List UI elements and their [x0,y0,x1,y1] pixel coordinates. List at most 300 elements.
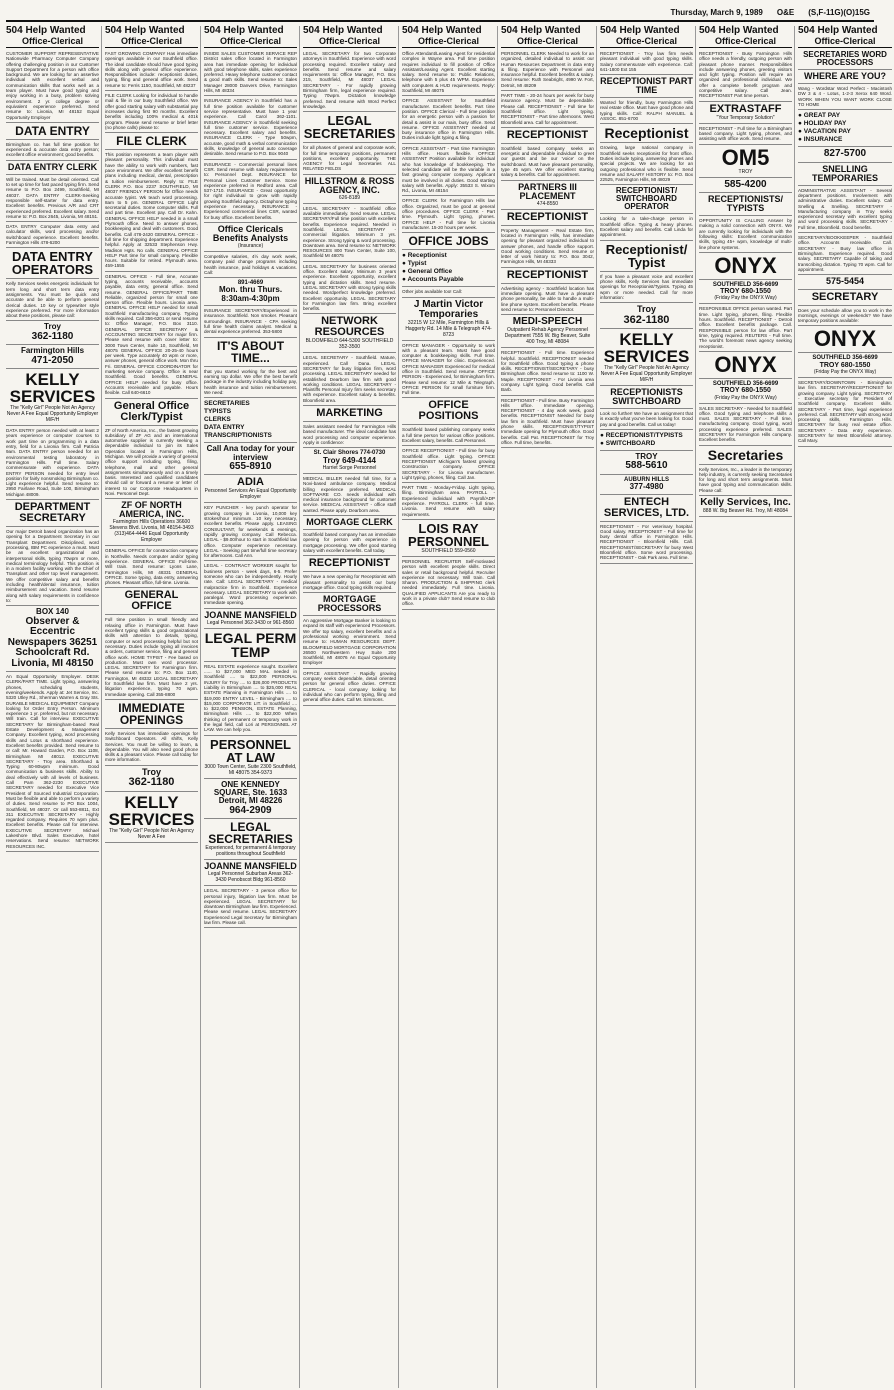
heading-category: 504 Help Wanted [699,25,779,36]
classified-column [699,26,795,1388]
classified-ad [501,269,594,284]
classified-ad [699,217,792,253]
classified-ad [798,85,892,110]
classified-ad [501,182,594,210]
classified-ad [6,50,99,123]
ad-location: St. Clair Shores 774-0730 [313,450,386,457]
ad-subtitle: (Insurance) [237,242,264,249]
heading-subcategory: Office-Clerical [417,36,480,46]
classified-ad [699,103,792,124]
ad-list-item: SECRETARIES [204,400,250,408]
classified-ad [699,380,792,404]
ad-title: Receptionist [604,125,689,142]
ad-title: FILE CLERK [116,134,187,149]
classified-columns [6,25,892,1388]
ad-list-item: ● GREAT PAY [798,112,841,120]
classified-ad [402,197,495,233]
classified-column [6,26,102,1388]
ad-title: General Office Clerk/Typist [113,399,190,423]
classified-ad [204,476,297,503]
ad-body: Property Management - Real Estate firm, located in Farmington Hills, has immediate opening for pleasant organized individual to answer phones, and handle office support. Good working conditions. Send resume or letter of work history to: P.O. Box 3042, Farmington Hills, MI 48333 [501,227,594,265]
classified-ad [600,76,693,98]
classified-ad [6,223,99,248]
ad-title: NETWORK RESOURCES [314,315,385,339]
ad-list-item: ● Receptionist [402,252,447,260]
ad-title: LEGAL PERM TEMP [204,629,297,660]
ad-title: PERSONNEL AT LAW [210,736,291,765]
ad-body: PART TIME - 20-24 hours per week for busy insurance agency. Must be dependable. Please call. RECEPTIONIST - Full time for Southfield office. Light typing. RECEPTIONIST - Part time afternoons. West Bloomfield area. Call for appointment. [501,93,594,125]
ad-body: LEGAL SECRETARY for two Corporate attorneys in Southfield. Experience with word processing required. Excellent salary and benefits. Send resume and salary requirements to: Office Manager, P.O. Box 215, Southfield, MI 48037 LEGAL SECRETARY - For rapidly growing Birmingham firm, legal experience required. Typing 70wpm. Dictation knowledge preferred. Send resume with Word Perfect knowledge. [303,51,396,109]
ad-title: RECEPTIONISTS SWITCHBOARD [610,387,683,407]
page-header [6,4,874,22]
ad-title: Secretaries [707,446,784,463]
classified-ad [303,557,396,572]
classified-column [600,26,696,1388]
ad-subtitle: 474-8550 [536,200,559,207]
ad-body: Looking for a take-charge person in Southfield office. Typing & heavy phones. Excellent salary and benefits. Call Linda for appointment. [600,216,693,238]
ad-phone: Mon. thru Thurs. 8:30am-4:30pm [218,285,283,303]
classified-ad [204,780,297,820]
ad-location: Farmington Hills [20,346,85,356]
classified-ad [105,134,198,150]
ad-body: This position represents a team player with pleasant personality. This individual must have the ability to work with numbers, fast pace environment. We offer excellent benefit plans including medical, dental, prescription & tuition reimbursement. Reply to: FILE CLERK P.O. Box 2237 SOUTHFIELD, MI 48037 FRIENDLY PERSON for Office needs accurate typist. Wk teach word processing. 8am to 5 pm. GENERAL OFFICE Light secretarial duties. Some computer skills. Full and part time. Excellent pay. Call Dr. Kahn. GENERAL OFFICE HELP needed in a small Plymouth office. Need to answer phones, bookkeeping and deal with customers. Good benefits. Call 478-2420 GENERAL OFFICE - full time for shipping department. Experience helpful. Apply at 32533 Stephenson Hwy. Madison Hgts. No calls. GENERAL OFFICE HELP Part time for small company. Flexible hours. Suitable for retired. Plymouth area. 459-1555 [105,152,198,269]
classified-ad [402,299,495,341]
ad-body: Wanted for friendly, busy Farmington Hills real estate office. Must have good phone and typing skills. Call: RALPH MANUEL & ASSOC. 851-6700 [600,100,693,122]
ad-body: Our major Detroit based organization has an opening for a Department Secretary in our Transplant Department. Disciplined, word processing, IBM PC experience a must. Must be an excellent organizational and interpersonal skills, typing 70wpm or more, medical terminology helpful. This position is in a modern facility working with the Chief of Transplant and other top level management. We offer competitive salary and benefits including health/dental insurance, tuition reimbursement and vacation. Send resume along with salary requirements in confidence to: [6,529,99,603]
classified-ad [798,276,892,289]
ad-subtitle: The "Kelly Girl" People Not An Agency Never A Fee [109,827,194,840]
classified-ad [798,327,892,353]
classified-ad [402,288,495,297]
ad-body: GENERAL OFFICE for construction company in Northville. Needs computer and/or typing experience. GENERAL OFFICE Full-time. Will train. Send resume: Lyons Lane, Farmington Hills, MI 48331 GENERAL OFFICE. Some typing, data entry, answering phones. Pleasant office, full-time. Livonia. [105,548,198,586]
ad-phone: TROY 680-1550 [720,288,771,296]
classified-ad [105,500,198,546]
classified-ad [600,186,693,214]
ad-list-item: TRANSCRIPTIONISTS [204,432,272,440]
ad-subtitle: (Friday Pay the ONYX Way) [714,394,777,401]
ad-body: OFFICE ASSISTANT for Southfield manufacturer. Excellent benefits. Part time position. OFFICE Clerical - Full time position for an energetic person with a passion for detail & assist in our main, busy office. Send resume. OFFICE ASSISTANT needed at busy insurance office in Farmington Hills. Duties include light typing & filing. [402,98,495,141]
classified-ad [204,161,297,223]
page-code: (S,F-11G)(O)15G [808,7,870,17]
classified-ad [105,701,198,729]
classified-ad [6,176,99,222]
classified-ad [204,861,297,886]
classified-column [105,26,201,1388]
ad-title: RECEPTIONIST [506,268,589,281]
ad-phone: 377-4980 [629,482,664,492]
ad-subtitle: Outpatient Rehab Agency Personnel Department 7555 W. Big Beaver, Suite 400 Troy, MI 48084 [504,327,591,346]
heading-category: 504 Help Wanted [600,25,680,36]
classified-ad [600,144,693,185]
ad-body: Growing, large national company in Southfield seeks receptionist for front office. Duties include typing, answering phones and special projects. We are looking for an outgoing professional who is flexible. Send resume and SALARY HISTORY to: P.O. Box 22525, Farmington Hills, MI 48029 [600,145,693,183]
classified-ad [204,610,297,629]
ad-phone: 588-5610 [625,460,668,472]
ad-title: DATA ENTRY [15,123,90,138]
ad-title: LEGAL SECRETARIES [208,820,293,847]
heading-subcategory: Office-Clerical [318,36,381,46]
section-code: O&E [776,7,795,17]
classified-ad [699,405,792,446]
ad-title: OFFICE JOBS [408,234,489,249]
classified-ad [600,410,693,430]
classified-ad [303,594,396,616]
ad-phone: TROY 680-1550 [720,387,771,395]
classified-ad [105,50,198,91]
ad-body: OFFICE ASSISTANT - Part time Farmington Hills office. Hours flexible. OFFICE ASSISTANT Position available for individual who has knowledge of bookkeeping. The selected candidate will be the variable in a fast growing computer company. Applicant must be involved in all duties. Good starting salary with benefits. Apply: 35533 S. Wixom Rd., Livonia, MI 48154 [402,145,495,194]
column-heading [798,26,892,48]
ad-title: EXTRASTAFF [709,102,782,115]
ad-body: LEGAL SECRETARY - Southfield. Mature, experienced. Call Dana. LEGAL SECRETARY for busy litigation firm, word processing. LEGAL SECRETARY needed for established Dearborn law firm with good working conditions. LEGAL SECRETARY - Plaintiffs Personal Injury firm seeks secretary with experience. Excellent salary & benefits. Bloomfield area. [303,355,396,403]
ad-body: OFFICE CLERK for Farmington Hills law office. Organized, must be good at general office procedures. OFFICE CLERK - Part time. Plymouth. Light typing, phones. OFFICE HELP - Full time for Livonia manufacturer. 15-20 hours per week. [402,198,495,230]
ad-subtitle: Farmington Hills Operations 36600 Stevens Blvd. Livonia, MI 48154-3493 (313)464-4446 Equal Opportunity Employer [109,519,194,544]
heading-subcategory: Office-Clerical [219,36,282,46]
ad-title: SECRETARY [811,290,879,303]
classified-ad [402,558,495,610]
classified-column [501,26,597,1388]
ad-body: INSIDE SALES CUSTOMER SERVICE REP District sales office located in Farmington area has immediate opening for individual with good telephone skills, sales experience preferred. Heavy telephone customer contact & good math skills. Send resume to: Sales Manager 28000 Danvers Drive, Farmington Hills, MI 48334 [204,51,297,94]
classified-ad [303,449,396,474]
classified-ad [798,164,892,186]
ad-body: Southfield based publishing company seeks a full time person for various office positions. Excellent salary, benefits. Call Personnel. [402,427,495,444]
classified-ad [699,194,792,216]
classified-ad [303,517,396,530]
classified-ad [501,129,594,144]
column-heading [600,26,693,48]
ad-phone: TROY 680-1550 [819,361,871,369]
classified-ad [204,630,297,662]
classified-ad [798,148,892,163]
ad-body: Kelly Services, Inc., a leader in the temporary help industry, is currently seeking Secretaries for long and short term assignments. Must have good typing and communication skills. Please call: [699,466,792,493]
ad-phone: Troy 649-4144 [323,455,376,465]
classified-column [798,26,894,1388]
classified-ad [204,339,297,367]
ad-title: Receptionist/ Typist [605,241,688,270]
classified-ad [501,211,594,226]
classified-ad [204,224,297,252]
classified-ad [204,737,297,779]
ad-title: RECEPTIONIST/ SWITCHBOARD OPERATOR [615,186,678,212]
classified-ad [204,562,297,608]
classified-ad [402,399,495,425]
ad-body: RECEPTIONIST - Full time for a Birmingham based company. Light typing, phones, and assisting with office work. Send resume. [699,125,792,142]
classified-ad [501,349,594,395]
column-heading [204,26,297,48]
classified-ad [402,97,495,143]
classified-ad [699,125,792,145]
ad-list-item: ● Accounts Payable [402,276,464,284]
classified-ad [204,663,297,736]
classified-ad [798,187,892,233]
ad-title: ZF OF NORTH AMERICA, INC. [119,500,184,520]
classified-ad [105,793,198,843]
classified-ad [303,144,396,174]
ad-location: SOUTHFIELD 356-6699 [712,281,779,288]
classified-ad [303,315,396,353]
ad-body: MEDICAL BILLER needed full time, for a Novi-based ambulance company. Medical billing experience preferred. MEDICAL SOFTWARE CO. needs individual with medical insurance background for customer service. MEDICAL ASSISTANT - office staff wanted. Please apply. Dearborn area. [303,475,396,513]
ad-body: Other jobs available too! Call: [402,289,463,295]
classified-ad [204,504,297,561]
ad-title: SECRETARIES WORD PROCESSORS [803,50,887,67]
classified-ad [402,234,495,250]
ad-subtitle: The "Kelly Girl" People Not An Agency Never A Fee Equal Opportunity Employer M/F/H [6,405,99,424]
classified-ad [303,531,396,556]
ad-list-item: ● RECEPTIONIST/TYPISTS [600,432,683,439]
ad-subtitle: Personnel Services An Equal Opportunity Employer [204,488,297,501]
ad-body: GENERAL OFFICE - Full time, Accurate typing, accounts receivable, accounts payable, data entry, general office. Send resume. GENERAL OFFICE/PART TIME Reliable, organized person for small one person office. Flexible hours. Livonia area. GENERAL OFFICE HELP needed for small Southfield manufacturing company. Typing skills required. Call 356-6201 or send resume to: Office Manager, P.O. Box 3110. GENERAL OFFICE SECRETARY & ACCOUNTING SECRETARY for major firm. Please send resume with cover letter to: 3000 Town Center, Suite 10, Southfield, MI 48075 GENERAL OFFICE 20-25-40 hours per week. Type accurately 40 wpm or more, answer phones, general office work. Mon thru Fri. GENERAL OFFICE COORDINATOR for marketing service company. Office is near Southfield. Good benefits. GENERAL OFFICE HELP needed for busy office. Accounts receivable and payable. Hours flexible. Call 640-6610 [105,273,198,396]
ad-body: An aggressive Mortgage Banker is looking to expand its staff with experienced Processors. We offer top salary, excellent benefits and a professional working environment. Send resume to: HUMAN RESOURCES DEPT. BLOOMFIELD MORTGAGE CORPORATION 26500 Northwestern Hwy Suite 200 Southfield, MI 48076 An Equal Opportunity Employer [303,618,396,666]
ad-title: IMMEDIATE OPENINGS [118,700,185,727]
classified-ad [105,767,198,792]
classified-ad [6,501,99,527]
ad-title: KELLY SERVICES [108,792,195,829]
classified-ad [6,370,99,426]
classified-ad [402,342,495,399]
classified-ad [303,176,396,204]
ad-title: LEGAL SECRETARIES [303,113,396,142]
ad-title: PARTNERS III PLACEMENT [518,181,577,201]
classified-ad [303,407,396,422]
ad-title: DEPARTMENT SECRETARY [14,501,91,525]
ad-title: RECEPTIONIST [506,128,589,141]
classified-ad [699,305,792,351]
ad-phone: 362-1180 [623,313,670,326]
classified-ad [798,354,892,378]
ad-title: RECEPTIONISTS/ TYPISTS [707,194,783,214]
ad-body: LEGAL - CONTRACT WORKER sought for business person - week days, 6-5. Prefer someone who can be independently. Hourly rate. Call: LEGAL SECRETARY - medical malpractice firm in Southfield. Experience necessary. LEGAL SECRETARY to work with paralegal. Word processing experience. Immediate opening. [204,563,297,606]
ad-body: Look no further! We have an assignment that is exactly what you've been looking for. Good pay and good benefits. Call us today! [600,411,693,427]
ad-list-item: ● HOLIDAY PAY [798,120,847,128]
classified-ad [501,227,594,268]
ad-subtitle: Experienced, for permanent & temporary positions throughout Southfield [205,845,296,858]
ad-list-item: DATA ENTRY [204,424,245,432]
ad-title: OM5 [721,144,770,170]
classified-ad [600,452,693,475]
classified-ad [303,670,396,706]
classified-ad [600,496,693,522]
classified-ad [699,179,792,194]
ad-body: Wang - Wordstar Word Perfect - Macintosh DW 3 & 4 - Lotus, 1-2-3 Xerox 640 Word. WORK WHEN YOU WANT WORK CLOSE TO HOME [798,86,892,107]
ad-phone: 362-1180 [128,776,175,789]
ad-title: LOIS RAY PERSONNEL [408,520,489,549]
classified-ad [105,151,198,272]
ad-subtitle: 32215 W 12 Mile, Farmington Hills & Haggerty Rd. 14 Mile & Telegraph 474-8723 [405,319,492,338]
heading-category: 504 Help Wanted [105,25,185,36]
classified-ad [402,50,495,96]
heading-subcategory: Office-Clerical [814,36,876,46]
ad-title: SNELLING TEMPORARIES [811,163,878,183]
column-heading [501,26,594,48]
ad-body: SALES SECRETARY - Needed for Southfield office. Good typing and telephone skills a must. SALES SECRETARY - Full time, manufacturing company. Good typing, word processing experience preferred. SALES SECRETARY for Farmington Hills company. Excellent benefits. [699,405,792,443]
classified-ad [6,607,99,672]
classified-ad [699,497,792,517]
ad-title: RECEPTIONIST [308,557,391,570]
ad-subtitle: TROY [738,168,753,175]
ad-list-item: CLERKS [204,416,231,424]
classified-ad [501,50,594,91]
classified-ad [6,427,99,500]
ad-phone: Observer & Eccentric Newspapers 36251 Schoolcraft Rd. Livonia, MI 48150 [7,615,98,669]
classified-ad [798,111,892,147]
ad-title: ADIA [237,476,264,489]
classified-ad [699,466,792,496]
classified-ad [303,617,396,669]
ad-location: Troy [141,766,161,777]
ad-list-item: ● General Office [402,268,453,276]
classified-ad [600,242,693,272]
ad-title: KELLY SERVICES [9,370,96,407]
classified-ad [798,307,892,327]
classified-ad [6,322,99,345]
ad-title: ONYX [714,252,777,278]
classified-ad [204,97,297,159]
ad-title: ENTECH SERVICES, LTD. [603,495,690,519]
classified-ad [303,573,396,593]
classified-ad [699,353,792,379]
classified-ad [204,399,297,443]
classified-ad [402,484,495,520]
ad-title: GENERAL OFFICE [124,589,179,613]
ad-subtitle: 626-8189 [338,194,361,201]
ad-body: Office Attendant/Leasing Agent for residential complex in Wayne area. Full time position requires individual to fill position of Office Assistant/Leasing Agent. Excellent starting salary. Send resume to: Public Relations, telephone with 5 plus 45 WPM. Experience with computers & HUD requirements. Reply: Southfield, MI 48075 [402,51,495,94]
classified-ad [204,279,297,306]
heading-category: 504 Help Wanted [501,25,581,36]
column-heading [303,26,396,48]
classified-ad [6,346,99,369]
ad-subtitle: The "Kelly Girl" People Not An Agency Never A Fee Equal Opportunity Employer M/F/H [600,365,693,384]
classified-ad [501,316,594,348]
classified-ad [303,423,396,448]
classified-ad [600,387,693,409]
ad-phone: 964-2909 [229,804,272,816]
ad-body: Birmingham co. has full time position for experienced & accurate data entry person; excellent office environment; good benefits. [6,141,99,158]
classified-ad [600,273,693,303]
ad-body: OFFICE ASSISTANT - Rapidly growing company seeks dependable, detail oriented person for general office duties. OFFICE CLERICAL - local company looking for individual who can perform typing, filing and general office duties. Call Mr. Simmons. [303,670,396,703]
classified-ad [600,125,693,143]
heading-subcategory: Office-Clerical [516,36,579,46]
ad-body: INSURANCE AGENCY in Southfield has a full time position available for customer service representative. Must have 1 year experience. Call Carol 362-1101. INSURANCE AGENCY in Southfield seeking full time customer service. Experience necessary. Excellent salary and benefits. INSURANCE CLERK - Type 50wpm, accurate, good math & verbal communication skills, knowledge of general auto coverage desirable. Send resume to P.O. Box 9040 [204,98,297,157]
classified-ad [105,273,198,399]
classified-ad [303,205,396,262]
issue-date: Thursday, March 9, 1989 [670,7,763,17]
heading-category: 504 Help Wanted [204,25,284,36]
ad-phone: 362-1180 [31,330,74,342]
ad-title: IT'S ABOUT TIME... [216,338,285,365]
classified-ad [204,820,297,860]
ad-body: ZF of North America, Inc., the fastest growing subsidiary of ZF AG and an international automotive supplier is currently seeking a dependable individual to join its Sales Operation located in Farmington Hills, Michigan. We will provide a variety of general office support including typing, filing, telephone, mail and other general assignments simultaneously and on a timely basis. Interested and qualified candidates should call or forward a resume or letter of interest to our Corporate Headquarters in Novi. Personnel Dept. [105,427,198,497]
classified-ad [105,92,198,133]
classified-ad [402,145,495,197]
classified-ad [798,379,892,447]
classified-ad [699,50,792,102]
ad-title: JOANNE MANSFIELD [204,861,297,872]
ad-body: that you started working for the best and earning top dollar. We offer the best benefit package in the industry including holiday pay, health insurance and tuition reimbursement. We need: [204,368,297,395]
heading-subcategory: Office-Clerical [615,36,678,46]
classified-column [303,26,399,1388]
ad-location: Troy [636,304,656,315]
ad-body: Full time position in small friendly and relaxing office in Farmington. Must have excellent typing skills & good organizational skills with attention to details, typing, computer or word processing helpful but not necessary. Duties include typing all invoices & orders, customer service, filing and general office work. HOME TYPIST - Fee based on production. Must own word processor. LEGAL SECRETARY for Farmington firm. Please send resume to: P.O. Box 1140, Farmington, MI 48332 LEGAL SECRETARY for Southfield law firm. Must have 2 yrs. litigation experience, typing 70 wpm. Immediate opening. Call 355-8800 [105,617,198,697]
ad-location: SOUTHFIELD 356-6699 [812,355,878,362]
ad-title: MARKETING [316,407,383,420]
ad-location: Troy [44,322,61,332]
classified-ad [6,280,99,321]
ad-subtitle: (Friday Pay the ONYX Way) [813,369,877,376]
ad-title: DATA ENTRY OPERATORS [11,249,94,278]
ad-title: JOANNE MANSFIELD [204,609,297,620]
classified-ad [204,50,297,96]
ad-location: BOX 140 [36,607,69,617]
ad-body: OFFICE RECEPTIONIST - Full time for busy Southfield office. Light typing. OFFICE RECEPTIONIST Michigan's fastest growing Construction company. OFFICE SECRETARY - for Livonia manufacturer. Light typing, phones, filing. Call Jan. [402,448,495,480]
ad-subtitle: SOUTHFIELD 559-0560 [421,547,476,554]
classified-ad [105,730,198,766]
classified-ad [501,145,594,181]
ad-body: REAL ESTATE experience sought. Excellent ...... to $27,000 MED MAL needed in Southfield .... to $22,000 PERSONAL INJURY for Troy .... to $26,000 PRODUCTS Liability in Birmingham .... to $25,000 REAL ESTATE Planning in Farmington Hills .... to $19,000 ENTRY LEVEL - Birmingham .... to $15,000 CORPORATE LIT. in Southfield .... to $22,000 PENSION, ESTATE Planning, Birmingham Hills .... to $22,000 When thinking of permanent or temporary work in the legal field, call Lori at PERSONNEL AT LAW. We can help you. [204,663,297,733]
ad-body: OPPORTUNITY IS CALLING Answer by making a solid connection with ONYX. We are currently looking for individuals with the following skills: Excellent communication skills, typing 45+ wpm, knowledge of multi-line phone systems. [699,218,792,250]
column-heading [402,26,495,48]
ad-title: DATA ENTRY CLERK [7,161,98,172]
classified-ad [105,547,198,588]
classified-ad [6,124,99,140]
ad-subtitle: "Your Temporary Solution" [716,114,775,121]
classified-ad [699,146,792,178]
ad-list-item: ● INSURANCE [798,136,843,144]
ad-subtitle: (Friday Pay the ONYX Way) [714,295,777,302]
ad-title: RECEPTIONIST [506,210,589,223]
ad-title: ONYX [714,351,777,377]
ad-location: ONE KENNEDY SQUARE, Ste. 1633 Detroit, MI 48226 [213,779,288,806]
ad-body: Southfield based company seeks an energetic and dependable individual to greet our guests and be our 'voice' on the switchboard. Must have pleasant personality, type 45 wpm. We offer excellent starting salary & benefits. Call for appointment. [501,145,594,178]
classified-ad [600,50,693,75]
classified-ad [600,215,693,240]
ad-location: 891-4669 [237,280,264,287]
ad-body: Advertising agency - Southfield location has immediate opening. Must have a pleasant phone personality, be able to handle a multi-line phone system. Excellent benefits. Please send resume to: Personnel Director. [501,285,594,312]
heading-category: 504 Help Wanted [402,25,482,36]
classified-ad [600,431,693,451]
ad-title: Kelly Services, Inc. [700,497,791,509]
classified-ad [402,521,495,557]
ad-body: LEGAL SECRETARY for business oriented office. Excellent salary. Minimum 3 years experience. Excellent opportunity, excellent typing and dictation skills. Send resume. LEGAL SECRETARY with strong typing skills needed. Wordperfect knowledge preferred. Excellent opportunity. LEGAL SECRETARY for Farmington law firm. Bring excellent benefits. [303,263,396,312]
heading-category: 504 Help Wanted [6,25,86,36]
ad-title: MORTGAGE CLERK [306,517,393,528]
ad-location: Call Ana today for your interview [206,444,295,462]
classified-ad [6,141,99,161]
classified-ad [402,447,495,483]
ad-body: SECRETARY/DOWNTOWN - Birmingham law firm. SECRETARY/RECEPTIONIST for growing company. Light typing. SECRETARY - Executive secretary for President of Southfield company. Excellent skills. SECRETARY - Part time, legal experience preferred. Call. SECRETARY with strong word processing skills, Farmington Hills. SECRETARY for busy real estate office. SECRETARY - Data entry experience. SECRETARY for West Bloomfield attorney. Call Mary. [798,380,892,444]
ad-body: RECEPTIONIST - Full time. Busy Farmington Hills office. Immediate opening. RECEPTIONIST - 4 day work week, good benefits. RECEPTIONIST Needed for busy law firm in Southfield. Must have pleasant phone skills. RECEPTIONIST/TYPIST Immediate opening for Plymouth office. Good benefits. Call Pat. RECEPTIONIST for Troy office. Full time, benefits. [501,397,594,445]
ad-title: J Martin Victor Temporaries [413,298,484,320]
ad-body: RECEPTIONIST - Troy law firm needs pleasant individual with good typing skills. Salary commensurate with experience. Call: 641-1800 Ext 155 [600,51,693,72]
ad-body: DATA ENTRY person needed with at least 2 years experience or computer courses to work part time on programming in a data entry, field for a Livonia firm. Call Patricia 9am. DATA ENTRY person needed for an environmental testing laboratory in Farmington Hills. Full time. Salary commensurate with experience. DATA ENTRY PERSON needed for entry level position for fairly nonsmoking Birmingham co. Light experience helpful. Send resume to: 2950 Fairlane Road, Suite 100, Birmingham Michigan 48009. [6,428,99,497]
ad-title: OFFICE POSITIONS [418,399,479,423]
classified-ad [600,304,693,329]
classified-ad [303,475,396,516]
ad-title: MORTGAGE PROCESSORS [317,594,382,614]
classified-ad [204,444,297,475]
ad-body: PERSONNEL CLERK Needed to work for an organized, detailed individual to assist our Human Resources Department in data entry & filing. Experience with Personnel and insurance helpful. Excellent benefits & salary. Send resume: Ruth Seabright, 4990 W. Fort, Detroit, MI 48209 [501,51,594,88]
ad-list-item: ● VACATION PAY [798,128,851,136]
ad-body: FAST GROWING COMPANY Has immediate openings available in our Southfield office. The ideal candidate should have good typing skills along with general office experience. Responsibilities include: receptionist duties, typing, filing and general office work. Send resume to: Ferris 1150, Southfield, MI 48237 [105,51,198,88]
heading-subcategory: Office-Clerical [120,36,183,46]
ad-body: FILE CLERK Looking for individual to handle mail & file in our busy Southfield office. We offer good starting salary with substantial pay increases during first 90 months. Excellent benefits including 100% medical & 401k program. Please send resume or brief letter (no phone calls) please to: [105,93,198,130]
ad-body: LEGAL SECRETARY - 3 person office for personal injury, litigation law firm. Must be experienced. LEGAL SECRETARY for downtown Birmingham law firm. Experienced. Please send resume. LEGAL SECRETARY Experienced Legal Secretary for Birmingham law firm. Please call. [204,888,297,926]
ad-body: RECEPTIONIST - Full time. Experience helpful. Southfield. RECEPTIONIST needed for Southfield office. Good typing & phone skills. RECEPTIONIST/SECRETARY - busy Birmingham office. Send resume to: 1100 W. Maple. RECEPTIONIST - For Livonia area company. Light typing. Good benefits. Call Barb. [501,350,594,393]
classified-ad [798,234,892,275]
ad-phone: 655-8910 [229,460,272,472]
ad-subtitle: Legal Personnel Suburban Areas 362-3430 Penobscot Bldg 961-8560 [208,871,293,884]
classified-ad [105,616,198,699]
heading-category: 504 Help Wanted [798,25,878,36]
column-heading [6,26,99,48]
ad-subtitle: BLOOMFIELD 644-5300 SOUTHFIELD 352-3500 [305,338,394,351]
